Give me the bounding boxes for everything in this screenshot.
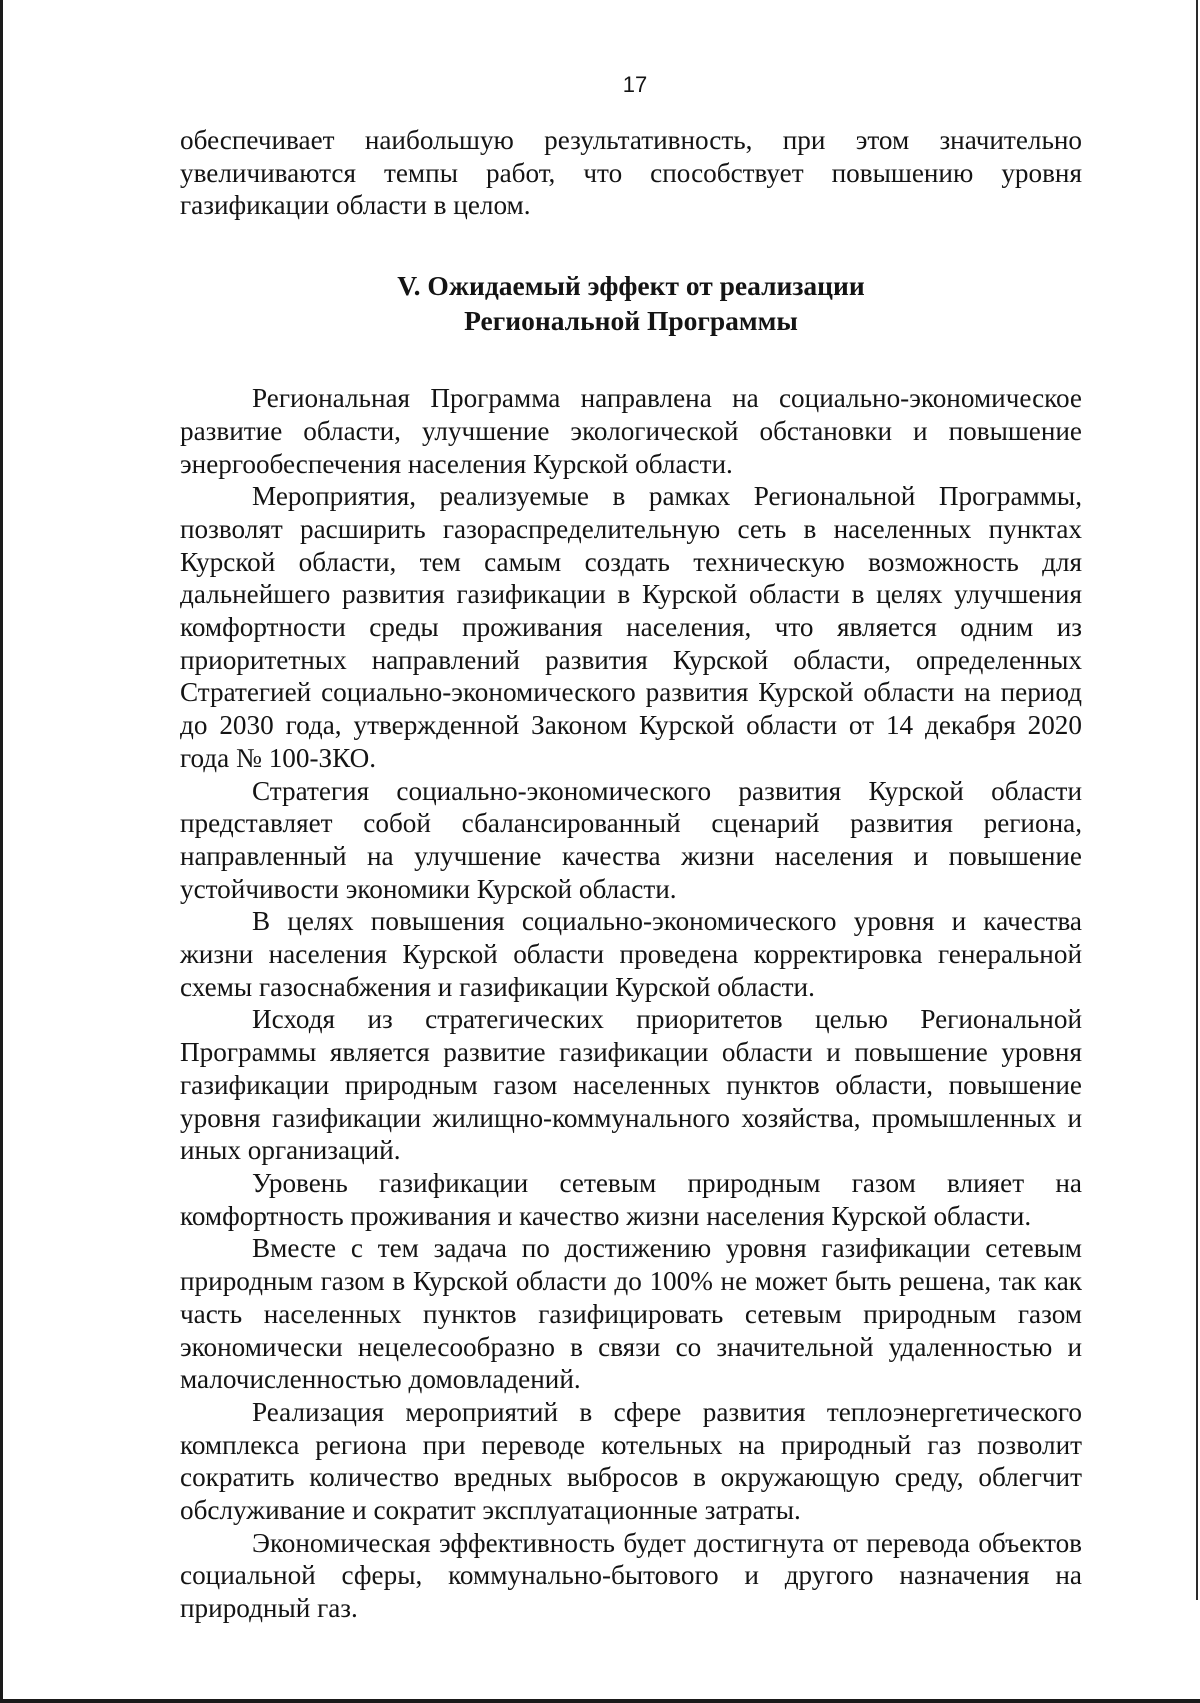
intro-paragraph: обеспечивает наибольшую результативность, при этом значительно увеличиваются темпы работ, что способствует повышению уровня газификации области в целом. [180,125,1082,221]
section-heading-line-1: V. Ожидаемый эффект от реализации [397,270,865,302]
paragraph-limitations: Вместе с тем задача по достижению уровня газификации сетевым природным газом в Курской области до 100% не может быть решена, так как часть населенных пунктов газифицировать сетевым природным газом экономически нецелесообразно в связи со значительной удаленностью и малочисленностью домовладений. [180,1233,1082,1395]
paragraph-measures: Мероприятия, реализуемые в рамках Региональной Программы, позволят расширить газораспределительную сеть в населенных пунктах Курской области, тем самым создать техническую возможность для дальнейшего развития газификации в Курской области в целях улучшения комфортности среды проживания населения, что является одним из приоритетных направлений развития Курской области, определенных Стратегией социально-экономического развития Курской области на период до 2030 года, утвержденной Законом Курской области от 14 декабря 2020 года № 100-ЗКО. [180,481,1082,773]
paragraph-program-purpose: Региональная Программа направлена на социально-экономическое развитие области, улучшение экологической обстановки и повышение энергообеспечения населения Курской области. [180,383,1082,479]
paragraph-program-goal: Исходя из стратегических приоритетов целью Региональной Программы является развитие газификации области и повышение уровня газификации природным газом населенных пунктов области, повышение уровня газификации жилищно-коммунального хозяйства, промышленных и иных организаций. [180,1004,1082,1166]
paragraph-gasification-level: Уровень газификации сетевым природным газом влияет на комфортность проживания и качество жизни населения Курской области. [180,1167,1082,1231]
section-heading [180,268,1082,338]
scan-edge-left [0,0,3,1703]
page-number: 17 [622,72,648,97]
paragraph-boiler-conversion: Реализация мероприятий в сфере развития теплоэнергетического комплекса региона при переводе котельных на природный газ позволит сократить количество вредных выбросов в окружающую среду, облегчит обслуживание и сократит эксплуатационные затраты. [180,1396,1082,1526]
section-heading-line-2: Региональной Программы [464,305,798,337]
paragraph-economic-efficiency: Экономическая эффективность будет достигнута от перевода объектов социальной сферы, коммунально-бытового и другого назначения на природный газ. [180,1527,1082,1624]
document-body [180,124,1082,1625]
paragraph-strategy: Стратегия социально-экономического развития Курской области представляет собой сбалансированный сценарий развития региона, направленный на улучшение качества жизни населения и повышение устойчивости экономики Курской области. [180,775,1082,904]
paragraph-scheme-correction: В целях повышения социально-экономического уровня и качества жизни населения Курской области проведена корректировка генеральной схемы газоснабжения и газификации Курской области. [180,906,1082,1002]
scan-edge-bottom [0,1699,1200,1703]
scan-edge-right [1196,0,1198,1600]
